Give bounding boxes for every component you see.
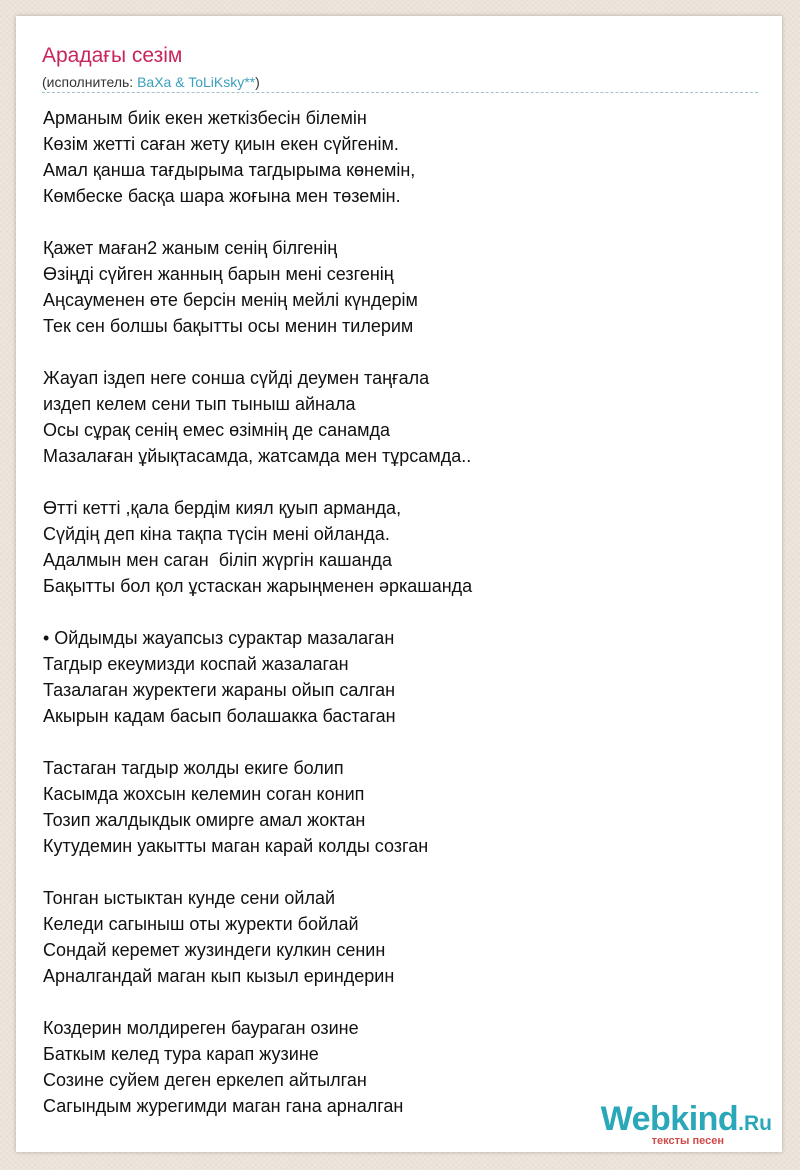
song-title: Арадағы сезім	[42, 44, 183, 67]
lyrics-line: • Ойдымды жауапсыз сурактар мазалаган	[43, 628, 395, 648]
logo-tagline: тексты песен	[651, 1135, 724, 1147]
lyrics-line: Тек сен болшы бақытты осы менин тилерим	[43, 316, 414, 336]
lyrics-stanza	[43, 495, 763, 599]
lyrics-stanza	[43, 625, 763, 729]
lyrics-line: Амал қанша тағдырыма тагдырыма көнемін,	[43, 160, 416, 180]
lyrics-line: Сондай керемет жузиндеги кулкин сенин	[43, 940, 386, 960]
lyrics-line: Өтті кетті ,қала бердім киял қуып арманда,	[43, 498, 402, 518]
lyrics-line: Көзім жетті саған жету қиын екен сүйгенім.	[43, 134, 399, 154]
lyrics-line: Келеди сагыныш оты журекти бойлай	[43, 914, 359, 934]
lyrics-line: Арманым биік екен жеткізбесін білемін	[43, 108, 367, 128]
lyrics-line: Тонган ыстыктан кунде сени ойлай	[43, 888, 336, 908]
logo-name: Webkind	[600, 1100, 739, 1138]
lyrics-line: Адалмын мен саган біліп жүргін кашанда	[43, 550, 393, 570]
lyrics-line: Бақытты бол қол ұстаскан жарыңменен әркашанда	[43, 576, 473, 596]
artist-link[interactable]: BaXa & ToLiKsky**	[137, 74, 256, 90]
lyrics-stanza	[43, 365, 763, 469]
lyrics-line: Акырын кадам басып болашакка бастаган	[43, 706, 396, 726]
lyrics-line: Тагдыр екеумизди коспай жазалаган	[43, 654, 349, 674]
lyrics-line: Кутудемин уакытты маган карай колды созган	[43, 836, 429, 856]
lyrics-line: Тастаган тагдыр жолды екиге болип	[43, 758, 344, 778]
artist-suffix: )	[255, 74, 260, 90]
site-logo[interactable]	[572, 1101, 772, 1147]
lyrics-body	[43, 105, 763, 1145]
lyrics-line: Сүйдің деп кіна тақпа түсін мені ойланда.	[43, 524, 390, 544]
lyrics-line: Аңсауменен өте берсін менің мейлі күндерім	[43, 290, 418, 310]
lyrics-line: Коздерин молдиреген баураган озине	[43, 1018, 359, 1038]
lyrics-line: Тазалаган журектеги жараны ойып салган	[43, 680, 396, 700]
lyrics-line: Мазалаған ұйықтасамда, жатсамда мен тұрсамда..	[43, 446, 472, 466]
lyrics-line: Созине суйем деген еркелеп айтылган	[43, 1070, 367, 1090]
lyrics-line: Сагындым журегимди маган гана арналган	[43, 1096, 404, 1116]
lyrics-line: Өзіңді сүйген жанның барын мені сезгенің	[43, 264, 394, 284]
lyrics-line: Қажет маған2 жаным сенің білгенің	[43, 238, 338, 258]
lyrics-line: издеп келем сени тып тыныш айнала	[43, 394, 356, 414]
lyrics-line: Арналгандай маган кып кызыл ериндерин	[43, 966, 395, 986]
artist-prefix: (исполнитель:	[42, 74, 138, 90]
lyrics-line: Жауап іздеп неге сонша сүйді деумен таңғала	[43, 368, 430, 388]
lyrics-stanza	[43, 755, 763, 859]
lyrics-line: Касымда жохсын келемин соган конип	[43, 784, 365, 804]
lyrics-card	[16, 16, 782, 1152]
lyrics-line: Тозип жалдыкдык омирге амал жоктан	[43, 810, 366, 830]
lyrics-stanza	[43, 885, 763, 989]
lyrics-line: Осы сұрақ сенің емес өзімнің де санамда	[43, 420, 391, 440]
lyrics-stanza	[43, 235, 763, 339]
lyrics-line: Көмбеске басқа шара жоғына мен төземін.	[43, 186, 401, 206]
lyrics-line: Баткым келед тура карап жузине	[43, 1044, 319, 1064]
logo-domain-suffix: .Ru	[738, 1112, 772, 1135]
lyrics-stanza	[43, 105, 763, 209]
artist-line	[42, 73, 758, 93]
